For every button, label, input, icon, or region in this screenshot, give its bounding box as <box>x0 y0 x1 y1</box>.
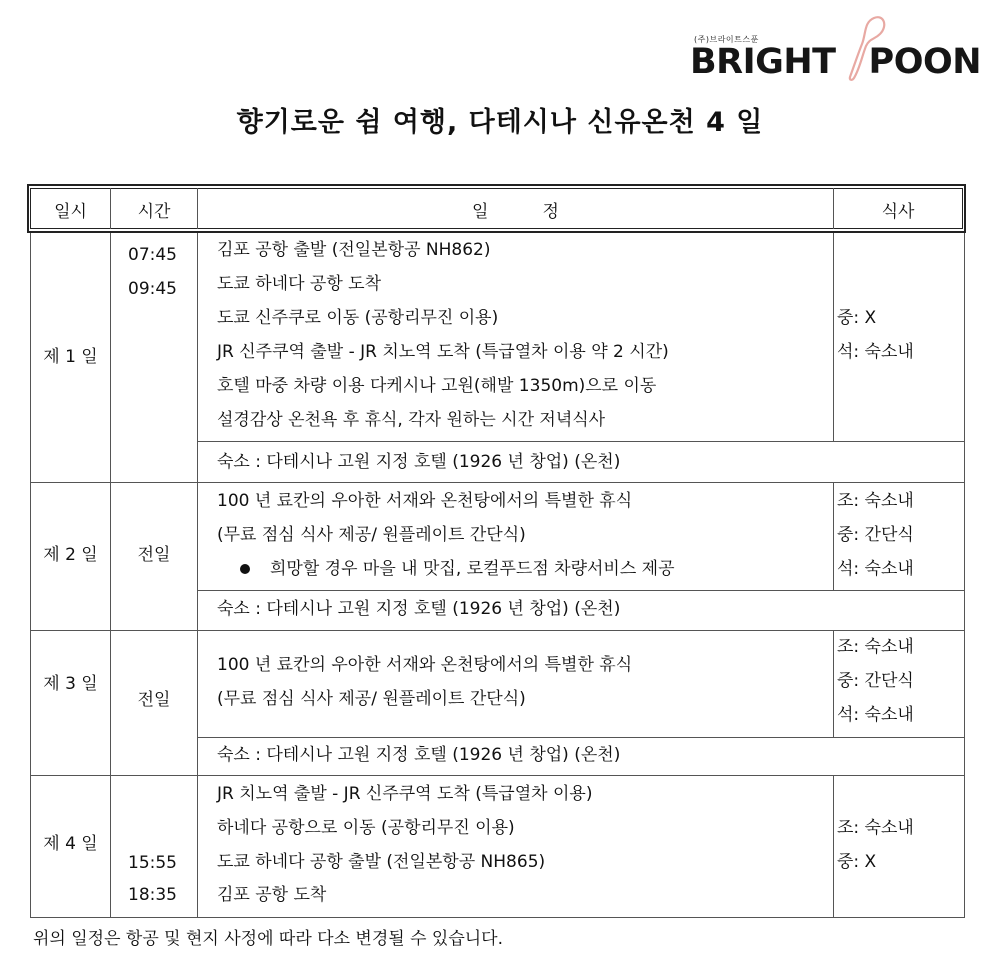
spoon-icon <box>840 12 890 84</box>
plan-line: 김포 공항 도착 <box>217 885 327 905</box>
header-meal: 식사 <box>881 202 915 222</box>
meal-entry: 석: 숙소내 <box>837 559 914 579</box>
meal-entry: 조: 숙소내 <box>837 818 914 838</box>
plan-line: 김포 공항 출발 (전일본항공 NH862) <box>217 240 491 260</box>
meal-entry: 중: X <box>837 308 877 328</box>
meal-entry: 중: 간단식 <box>837 525 914 545</box>
day-label: 제 4 일 <box>43 834 98 854</box>
plan-line: 도쿄 신주쿠로 이동 (공항리무진 이용) <box>217 308 499 328</box>
plan-line: JR 신주쿠역 출발 - JR 치노역 도착 (특급열차 이용 약 2 시간) <box>217 342 669 362</box>
logo-word-left: BRIGHT <box>690 42 836 82</box>
plan-line: (무료 점심 식사 제공/ 원플레이트 간단식) <box>217 525 526 545</box>
plan-line: 도쿄 하네다 공항 출발 (전일본항공 NH865) <box>217 852 546 872</box>
header-plan: 일 정 <box>472 202 559 222</box>
logo-company-name: (주)브라이트스푼 <box>694 35 759 44</box>
meal-entry: 조: 숙소내 <box>837 491 914 511</box>
meal-entry: 석: 숙소내 <box>837 705 914 725</box>
plan-line: (무료 점심 식사 제공/ 원플레이트 간단식) <box>217 689 526 709</box>
time-value: 15:55 <box>128 853 177 873</box>
meal-entry: 조: 숙소내 <box>837 637 914 657</box>
lodging-text: 숙소 : 다테시나 고원 지정 호텔 (1926 년 창업) (온천) <box>217 745 621 765</box>
lodging-text: 숙소 : 다테시나 고원 지정 호텔 (1926 년 창업) (온천) <box>217 452 621 472</box>
header-day: 일시 <box>54 202 87 222</box>
meal-entry: 석: 숙소내 <box>837 342 914 362</box>
time-value: 전일 <box>137 545 171 565</box>
time-value: 09:45 <box>128 279 177 299</box>
plan-line: 도쿄 하네다 공항 도착 <box>217 274 382 294</box>
time-value: 07:45 <box>128 245 177 265</box>
plan-line: JR 치노역 출발 - JR 신주쿠역 도착 (특급열차 이용) <box>217 784 593 804</box>
logo-wordmark <box>690 42 981 82</box>
meal-entry: 중: X <box>837 852 877 872</box>
day-label: 제 3 일 <box>43 674 98 694</box>
plan-line: 100 년 료칸의 우아한 서재와 온천탕에서의 특별한 휴식 <box>217 491 633 511</box>
header-time: 시간 <box>137 202 171 222</box>
time-value: 18:35 <box>128 885 177 905</box>
lodging-text: 숙소 : 다테시나 고원 지정 호텔 (1926 년 창업) (온천) <box>217 599 621 619</box>
plan-line: 설경감상 온천욕 후 휴식, 각자 원하는 시간 저녁식사 <box>217 410 606 430</box>
page-title: 향기로운 쉼 여행, 다테시나 신유온천 4 일 <box>236 107 764 138</box>
plan-line: 호텔 마중 차량 이용 다케시나 고원(해발 1350m)으로 이동 <box>217 376 657 396</box>
plan-line: 희망할 경우 마을 내 맛집, 로컬푸드점 차량서비스 제공 <box>270 559 675 579</box>
bullet-icon <box>240 564 250 574</box>
logo-word-right: POON <box>868 42 981 82</box>
time-value: 전일 <box>137 690 171 710</box>
plan-line: 하네다 공항으로 이동 (공항리무진 이용) <box>217 818 515 838</box>
brand-logo <box>690 12 981 84</box>
day-label: 제 2 일 <box>43 545 98 565</box>
disclaimer-note: 위의 일정은 항공 및 현지 사정에 따라 다소 변경될 수 있습니다. <box>33 929 503 949</box>
day-label: 제 1 일 <box>43 347 98 367</box>
meal-entry: 중: 간단식 <box>837 671 914 691</box>
plan-line: 100 년 료칸의 우아한 서재와 온천탕에서의 특별한 휴식 <box>217 655 633 675</box>
